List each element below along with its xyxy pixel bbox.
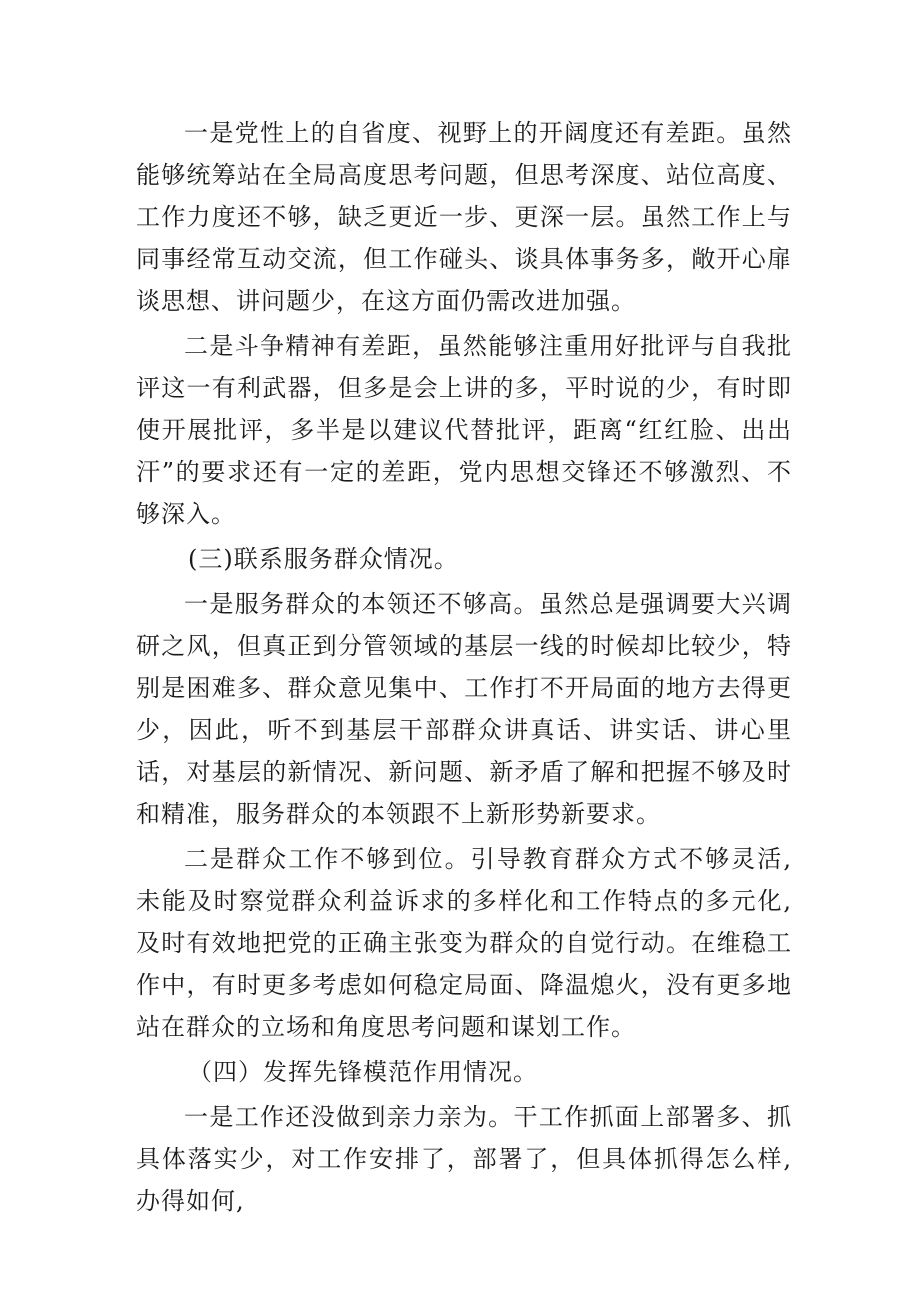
paragraph-hands-on-work: 一是工作还没做到亲力亲为。干工作抓面上部署多、抓具体落实少，对工作安排了，部署了，但具体抓得怎么样,办得如何, [136,1103,792,1215]
paragraph-party-spirit: 一是党性上的自省度、视野上的开阔度还有差距。虽然能够统筹站在全局高度思考问题，但思考深度、站位高度、工作力度还不够，缺乏更近一步、更深一层。虽然工作上与同事经常互动交流，但工作碰头、谈具体事务多，敞开心扉谈思想、讲问题少，在这方面仍需改进加强。 [136,119,792,315]
paragraph-mass-work: 二是群众工作不够到位。引导教育群众方式不够灵活,未能及时察觉群众利益诉求的多样化和工作特点的多元化,及时有效地把党的正确主张变为群众的自觉行动。在维稳工作中，有时更多考虑如何稳定局面、降温熄火，没有更多地站在群众的立场和角度思考问题和谋划工作。 [136,845,792,1041]
document-body [136,112,792,1222]
section-heading-serving-masses: (三)联系服务群众情况。 [188,545,459,573]
section-heading-vanguard-role: （四）发挥先锋模范作用情况。 [188,1058,538,1086]
paragraph-fighting-spirit: 二是斗争精神有差距，虽然能够注重用好批评与自我批评这一有利武器，但多是会上讲的多，平时说的少，有时即使开展批评，多半是以建议代替批评，距离“红红脸、出出汗”的要求还有一定的差距，党内思想交锋还不够激烈、不够深入。 [136,332,792,528]
paragraph-service-ability: 一是服务群众的本领还不够高。虽然总是强调要大兴调研之风，但真正到分管领域的基层一线的时候却比较少，特别是困难多、群众意见集中、工作打不开局面的地方去得更少，因此，听不到基层干部群众讲真话、讲实话、讲心里话，对基层的新情况、新问题、新矛盾了解和把握不够及时和精准，服务群众的本领跟不上新形势新要求。 [136,590,792,828]
